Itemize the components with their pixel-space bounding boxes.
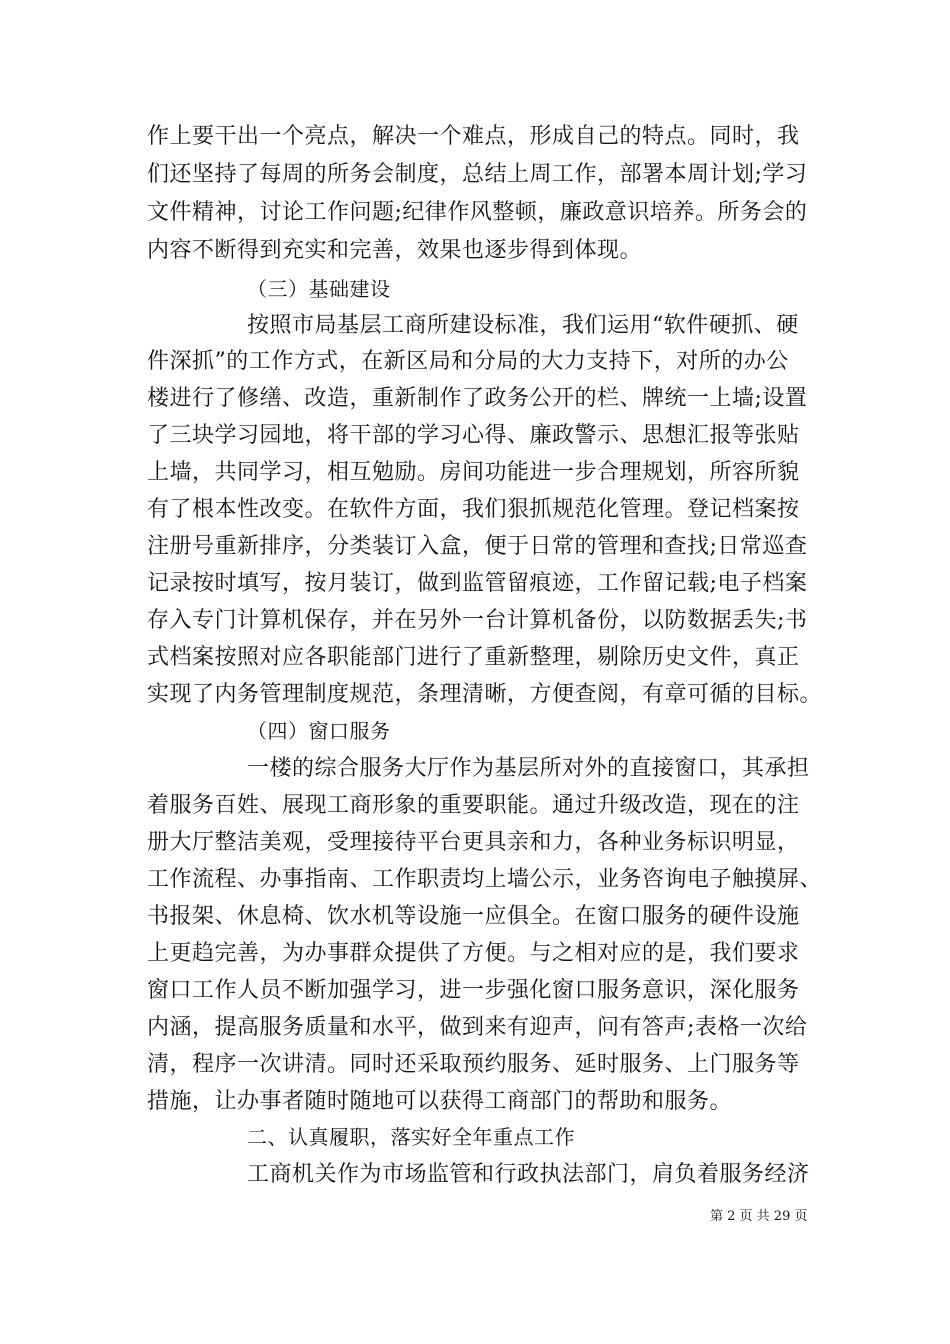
paragraph-line: 着服务百姓、展现工商形象的重要职能。通过升级改造，现在的注	[147, 793, 800, 818]
paragraph-line: 内涵，提高服务质量和水平，做到来有迎声，问有答声;表格一次给	[147, 1015, 808, 1040]
paragraph-line: 措施，让办事者随时随地可以获得工商部门的帮助和服务。	[147, 1089, 733, 1114]
section-heading: （三）基础建设	[247, 277, 391, 301]
paragraph-line: 记录按时填写，按月装订，做到监管留痕迹，工作留记载;电子档案	[147, 571, 808, 596]
paragraph-line: 存入专门计算机保存，并在另外一台计算机备份，以防数据丢失;书	[147, 608, 808, 633]
paragraph-line: 实现了内务管理制度规范，条理清晰，方便查阅，有章可循的目标。	[147, 682, 823, 707]
paragraph-line: 窗口工作人员不断加强学习，进一步强化窗口服务意识，深化服务	[147, 978, 800, 1003]
paragraph-line: 册大厅整洁美观，受理接待平台更具亲和力，各种业务标识明显，	[147, 830, 800, 855]
paragraph-line: 按照市局基层工商所建设标准，我们运用“软件硬抓、硬	[247, 313, 799, 338]
paragraph-line: 书报架、休息椅、饮水机等设施一应俱全。在窗口服务的硬件设施	[147, 904, 800, 929]
paragraph-line: 上墙，共同学习，相互勉励。房间功能进一步合理规划，所容所貌	[147, 460, 800, 485]
section-heading: （四）窗口服务	[247, 719, 391, 743]
paragraph-line: 式档案按照对应各职能部门进行了重新整理，剔除历史文件，真正	[147, 645, 800, 670]
section-heading: 二、认真履职，落实好全年重点工作	[247, 1125, 575, 1149]
paragraph-line: 件深抓”的工作方式，在新区局和分局的大力支持下，对所的办公	[147, 349, 789, 374]
paragraph-line: 作上要干出一个亮点，解决一个难点，形成自己的特点。同时，我	[147, 124, 800, 149]
paragraph-line: 注册号重新排序，分类装订入盒，便于日常的管理和查找;日常巡查	[147, 534, 808, 559]
paragraph-line: 工商机关作为市场监管和行政执法部门，肩负着服务经济	[247, 1162, 810, 1187]
paragraph-line: 了三块学习园地，将干部的学习心得、廉政警示、思想汇报等张贴	[147, 423, 800, 448]
paragraph-line: 楼进行了修缮、改造，重新制作了政务公开的栏、牌统一上墙;设置	[147, 386, 808, 411]
paragraph-line: 们还坚持了每周的所务会制度，总结上周工作，部署本周计划;学习	[147, 162, 808, 187]
paragraph-line: 清，程序一次讲清。同时还采取预约服务、延时服务、上门服务等	[147, 1052, 800, 1077]
paragraph-line: 工作流程、办事指南、工作职责均上墙公示，业务咨询电子触摸屏、	[147, 867, 823, 892]
paragraph-line: 上更趋完善，为办事群众提供了方便。与之相对应的是，我们要求	[147, 941, 800, 966]
paragraph-line: 一楼的综合服务大厅作为基层所对外的直接窗口，其承担	[247, 756, 810, 781]
page-number-footer: 第 2 页 共 29 页	[710, 1209, 808, 1224]
paragraph-line: 有了根本性改变。在软件方面，我们狠抓规范化管理。登记档案按	[147, 497, 800, 522]
paragraph-line: 内容不断得到充实和完善，效果也逐步得到体现。	[147, 238, 643, 263]
paragraph-line: 文件精神，讨论工作问题;纪律作风整顿，廉政意识培养。所务会的	[147, 200, 808, 225]
